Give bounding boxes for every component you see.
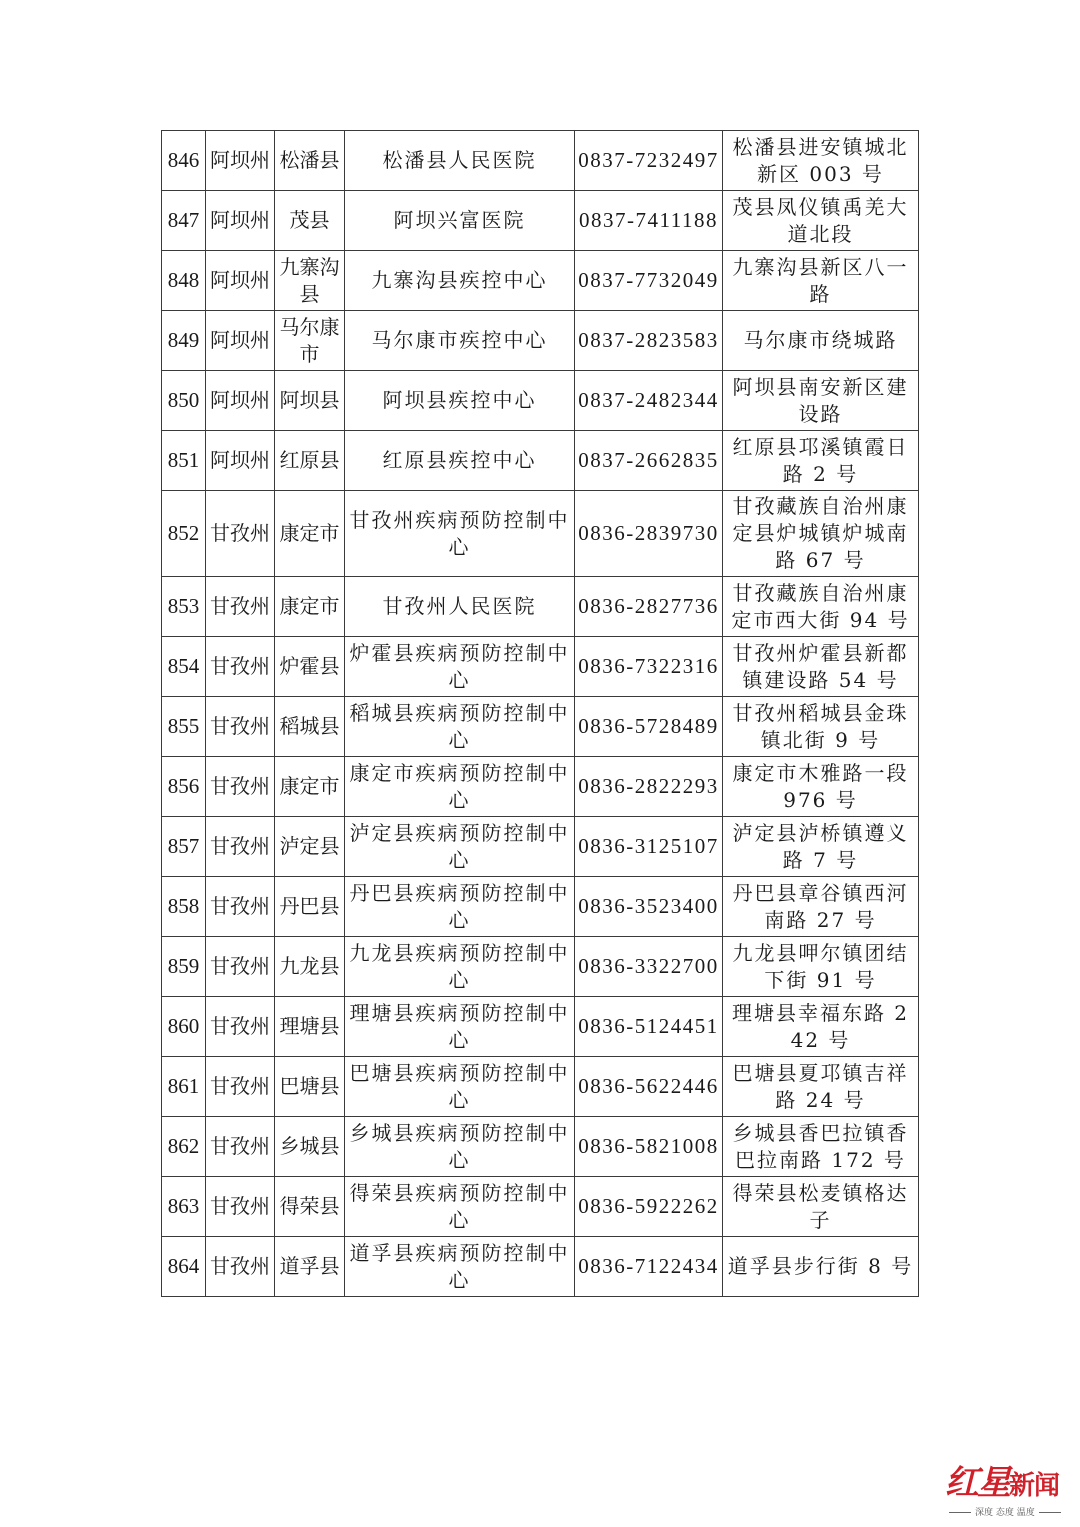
institution-cell: 理塘县疾病预防控制中心 bbox=[345, 997, 575, 1057]
table-row bbox=[162, 637, 919, 697]
institution-cell: 九寨沟县疾控中心 bbox=[345, 251, 575, 311]
row-number-cell: 861 bbox=[162, 1057, 206, 1117]
table-row bbox=[162, 191, 919, 251]
testing-sites-table bbox=[161, 130, 919, 1297]
prefecture-cell: 甘孜州 bbox=[206, 1237, 275, 1297]
table-row bbox=[162, 431, 919, 491]
prefecture-cell: 阿坝州 bbox=[206, 191, 275, 251]
divider bbox=[949, 1512, 971, 1513]
table-row bbox=[162, 371, 919, 431]
phone-cell: 0837-7411188 bbox=[575, 191, 723, 251]
phone-cell: 0836-3125107 bbox=[575, 817, 723, 877]
row-number-cell: 862 bbox=[162, 1117, 206, 1177]
address-cell: 得荣县松麦镇格达子 bbox=[723, 1177, 919, 1237]
institution-cell: 道孚县疾病预防控制中心 bbox=[345, 1237, 575, 1297]
table-row bbox=[162, 997, 919, 1057]
phone-cell: 0836-2839730 bbox=[575, 491, 723, 577]
phone-cell: 0836-2822293 bbox=[575, 757, 723, 817]
table-row bbox=[162, 251, 919, 311]
institution-cell: 巴塘县疾病预防控制中心 bbox=[345, 1057, 575, 1117]
row-number-cell: 864 bbox=[162, 1237, 206, 1297]
address-cell: 甘孜藏族自治州康定市西大街 94 号 bbox=[723, 577, 919, 637]
phone-cell: 0836-7122434 bbox=[575, 1237, 723, 1297]
row-number-cell: 859 bbox=[162, 937, 206, 997]
county-cell: 康定市 bbox=[275, 577, 345, 637]
address-cell: 道孚县步行街 8 号 bbox=[723, 1237, 919, 1297]
prefecture-cell: 阿坝州 bbox=[206, 431, 275, 491]
institution-cell: 稻城县疾病预防控制中心 bbox=[345, 697, 575, 757]
county-cell: 得荣县 bbox=[275, 1177, 345, 1237]
row-number-cell: 848 bbox=[162, 251, 206, 311]
row-number-cell: 858 bbox=[162, 877, 206, 937]
address-cell: 巴塘县夏邛镇吉祥路 24 号 bbox=[723, 1057, 919, 1117]
institution-cell: 炉霍县疾病预防控制中心 bbox=[345, 637, 575, 697]
table-row bbox=[162, 817, 919, 877]
row-number-cell: 852 bbox=[162, 491, 206, 577]
row-number-cell: 853 bbox=[162, 577, 206, 637]
address-cell: 甘孜藏族自治州康定县炉城镇炉城南路 67 号 bbox=[723, 491, 919, 577]
county-cell: 九龙县 bbox=[275, 937, 345, 997]
county-cell: 泸定县 bbox=[275, 817, 345, 877]
address-cell: 茂县凤仪镇禹羌大道北段 bbox=[723, 191, 919, 251]
county-cell: 道孚县 bbox=[275, 1237, 345, 1297]
institution-cell: 乡城县疾病预防控制中心 bbox=[345, 1117, 575, 1177]
table-row bbox=[162, 877, 919, 937]
institution-cell: 松潘县人民医院 bbox=[345, 131, 575, 191]
address-cell: 丹巴县章谷镇西河南路 27 号 bbox=[723, 877, 919, 937]
prefecture-cell: 甘孜州 bbox=[206, 1177, 275, 1237]
address-cell: 松潘县进安镇城北新区 003 号 bbox=[723, 131, 919, 191]
table-row bbox=[162, 1057, 919, 1117]
prefecture-cell: 甘孜州 bbox=[206, 997, 275, 1057]
county-cell: 稻城县 bbox=[275, 697, 345, 757]
row-number-cell: 849 bbox=[162, 311, 206, 371]
phone-cell: 0836-5922262 bbox=[575, 1177, 723, 1237]
prefecture-cell: 甘孜州 bbox=[206, 757, 275, 817]
prefecture-cell: 甘孜州 bbox=[206, 491, 275, 577]
table-row bbox=[162, 697, 919, 757]
address-cell: 阿坝县南安新区建设路 bbox=[723, 371, 919, 431]
prefecture-cell: 甘孜州 bbox=[206, 877, 275, 937]
phone-cell: 0836-5821008 bbox=[575, 1117, 723, 1177]
county-cell: 丹巴县 bbox=[275, 877, 345, 937]
table-row bbox=[162, 1117, 919, 1177]
divider bbox=[1039, 1512, 1061, 1513]
phone-cell: 0836-2827736 bbox=[575, 577, 723, 637]
institution-cell: 阿坝县疾控中心 bbox=[345, 371, 575, 431]
row-number-cell: 857 bbox=[162, 817, 206, 877]
address-cell: 理塘县幸福东路 242 号 bbox=[723, 997, 919, 1057]
prefecture-cell: 阿坝州 bbox=[206, 131, 275, 191]
table-row bbox=[162, 577, 919, 637]
phone-cell: 0836-3523400 bbox=[575, 877, 723, 937]
institution-cell: 阿坝兴富医院 bbox=[345, 191, 575, 251]
institution-cell: 甘孜州人民医院 bbox=[345, 577, 575, 637]
row-number-cell: 846 bbox=[162, 131, 206, 191]
table-row bbox=[162, 1237, 919, 1297]
prefecture-cell: 甘孜州 bbox=[206, 937, 275, 997]
prefecture-cell: 阿坝州 bbox=[206, 251, 275, 311]
table-row bbox=[162, 311, 919, 371]
county-cell: 康定市 bbox=[275, 757, 345, 817]
phone-cell: 0837-2662835 bbox=[575, 431, 723, 491]
prefecture-cell: 甘孜州 bbox=[206, 637, 275, 697]
address-cell: 康定市木雅路一段 976 号 bbox=[723, 757, 919, 817]
county-cell: 松潘县 bbox=[275, 131, 345, 191]
prefecture-cell: 甘孜州 bbox=[206, 577, 275, 637]
institution-cell: 康定市疾病预防控制中心 bbox=[345, 757, 575, 817]
address-cell: 泸定县泸桥镇遵义路 7 号 bbox=[723, 817, 919, 877]
row-number-cell: 856 bbox=[162, 757, 206, 817]
institution-cell: 丹巴县疾病预防控制中心 bbox=[345, 877, 575, 937]
table-body bbox=[162, 131, 919, 1297]
brand-name-part1: 红星 bbox=[945, 1463, 1009, 1503]
county-cell: 乡城县 bbox=[275, 1117, 345, 1177]
row-number-cell: 854 bbox=[162, 637, 206, 697]
phone-cell: 0837-7232497 bbox=[575, 131, 723, 191]
row-number-cell: 860 bbox=[162, 997, 206, 1057]
brand-slogan bbox=[945, 1505, 1065, 1518]
phone-cell: 0837-2823583 bbox=[575, 311, 723, 371]
county-cell: 巴塘县 bbox=[275, 1057, 345, 1117]
county-cell: 马尔康市 bbox=[275, 311, 345, 371]
institution-cell: 九龙县疾病预防控制中心 bbox=[345, 937, 575, 997]
table-row bbox=[162, 757, 919, 817]
phone-cell: 0836-3322700 bbox=[575, 937, 723, 997]
phone-cell: 0837-2482344 bbox=[575, 371, 723, 431]
county-cell: 红原县 bbox=[275, 431, 345, 491]
institution-cell: 泸定县疾病预防控制中心 bbox=[345, 817, 575, 877]
phone-cell: 0836-7322316 bbox=[575, 637, 723, 697]
phone-cell: 0836-5622446 bbox=[575, 1057, 723, 1117]
phone-cell: 0837-7732049 bbox=[575, 251, 723, 311]
address-cell: 甘孜州稻城县金珠镇北街 9 号 bbox=[723, 697, 919, 757]
address-cell: 九龙县呷尔镇团结下街 91 号 bbox=[723, 937, 919, 997]
institution-cell: 马尔康市疾控中心 bbox=[345, 311, 575, 371]
county-cell: 九寨沟县 bbox=[275, 251, 345, 311]
row-number-cell: 851 bbox=[162, 431, 206, 491]
county-cell: 康定市 bbox=[275, 491, 345, 577]
phone-cell: 0836-5728489 bbox=[575, 697, 723, 757]
row-number-cell: 855 bbox=[162, 697, 206, 757]
row-number-cell: 863 bbox=[162, 1177, 206, 1237]
prefecture-cell: 甘孜州 bbox=[206, 1117, 275, 1177]
address-cell: 甘孜州炉霍县新都镇建设路 54 号 bbox=[723, 637, 919, 697]
hongxing-news-watermark bbox=[945, 1455, 1075, 1527]
row-number-cell: 850 bbox=[162, 371, 206, 431]
phone-cell: 0836-5124451 bbox=[575, 997, 723, 1057]
prefecture-cell: 阿坝州 bbox=[206, 311, 275, 371]
prefecture-cell: 甘孜州 bbox=[206, 1057, 275, 1117]
address-cell: 马尔康市绕城路 bbox=[723, 311, 919, 371]
table-row bbox=[162, 937, 919, 997]
prefecture-cell: 甘孜州 bbox=[206, 697, 275, 757]
prefecture-cell: 甘孜州 bbox=[206, 817, 275, 877]
table-row bbox=[162, 1177, 919, 1237]
slogan-text: 深度 态度 温度 bbox=[975, 1508, 1035, 1518]
county-cell: 阿坝县 bbox=[275, 371, 345, 431]
institution-cell: 得荣县疾病预防控制中心 bbox=[345, 1177, 575, 1237]
address-cell: 乡城县香巴拉镇香巴拉南路 172 号 bbox=[723, 1117, 919, 1177]
county-cell: 理塘县 bbox=[275, 997, 345, 1057]
county-cell: 茂县 bbox=[275, 191, 345, 251]
address-cell: 九寨沟县新区八一路 bbox=[723, 251, 919, 311]
brand-name-part2: 新闻 bbox=[1009, 1471, 1060, 1501]
brand-logo bbox=[945, 1455, 1059, 1504]
address-cell: 红原县邛溪镇霞日路 2 号 bbox=[723, 431, 919, 491]
institution-cell: 红原县疾控中心 bbox=[345, 431, 575, 491]
table-row bbox=[162, 491, 919, 577]
prefecture-cell: 阿坝州 bbox=[206, 371, 275, 431]
table-row bbox=[162, 131, 919, 191]
county-cell: 炉霍县 bbox=[275, 637, 345, 697]
institution-cell: 甘孜州疾病预防控制中心 bbox=[345, 491, 575, 577]
row-number-cell: 847 bbox=[162, 191, 206, 251]
